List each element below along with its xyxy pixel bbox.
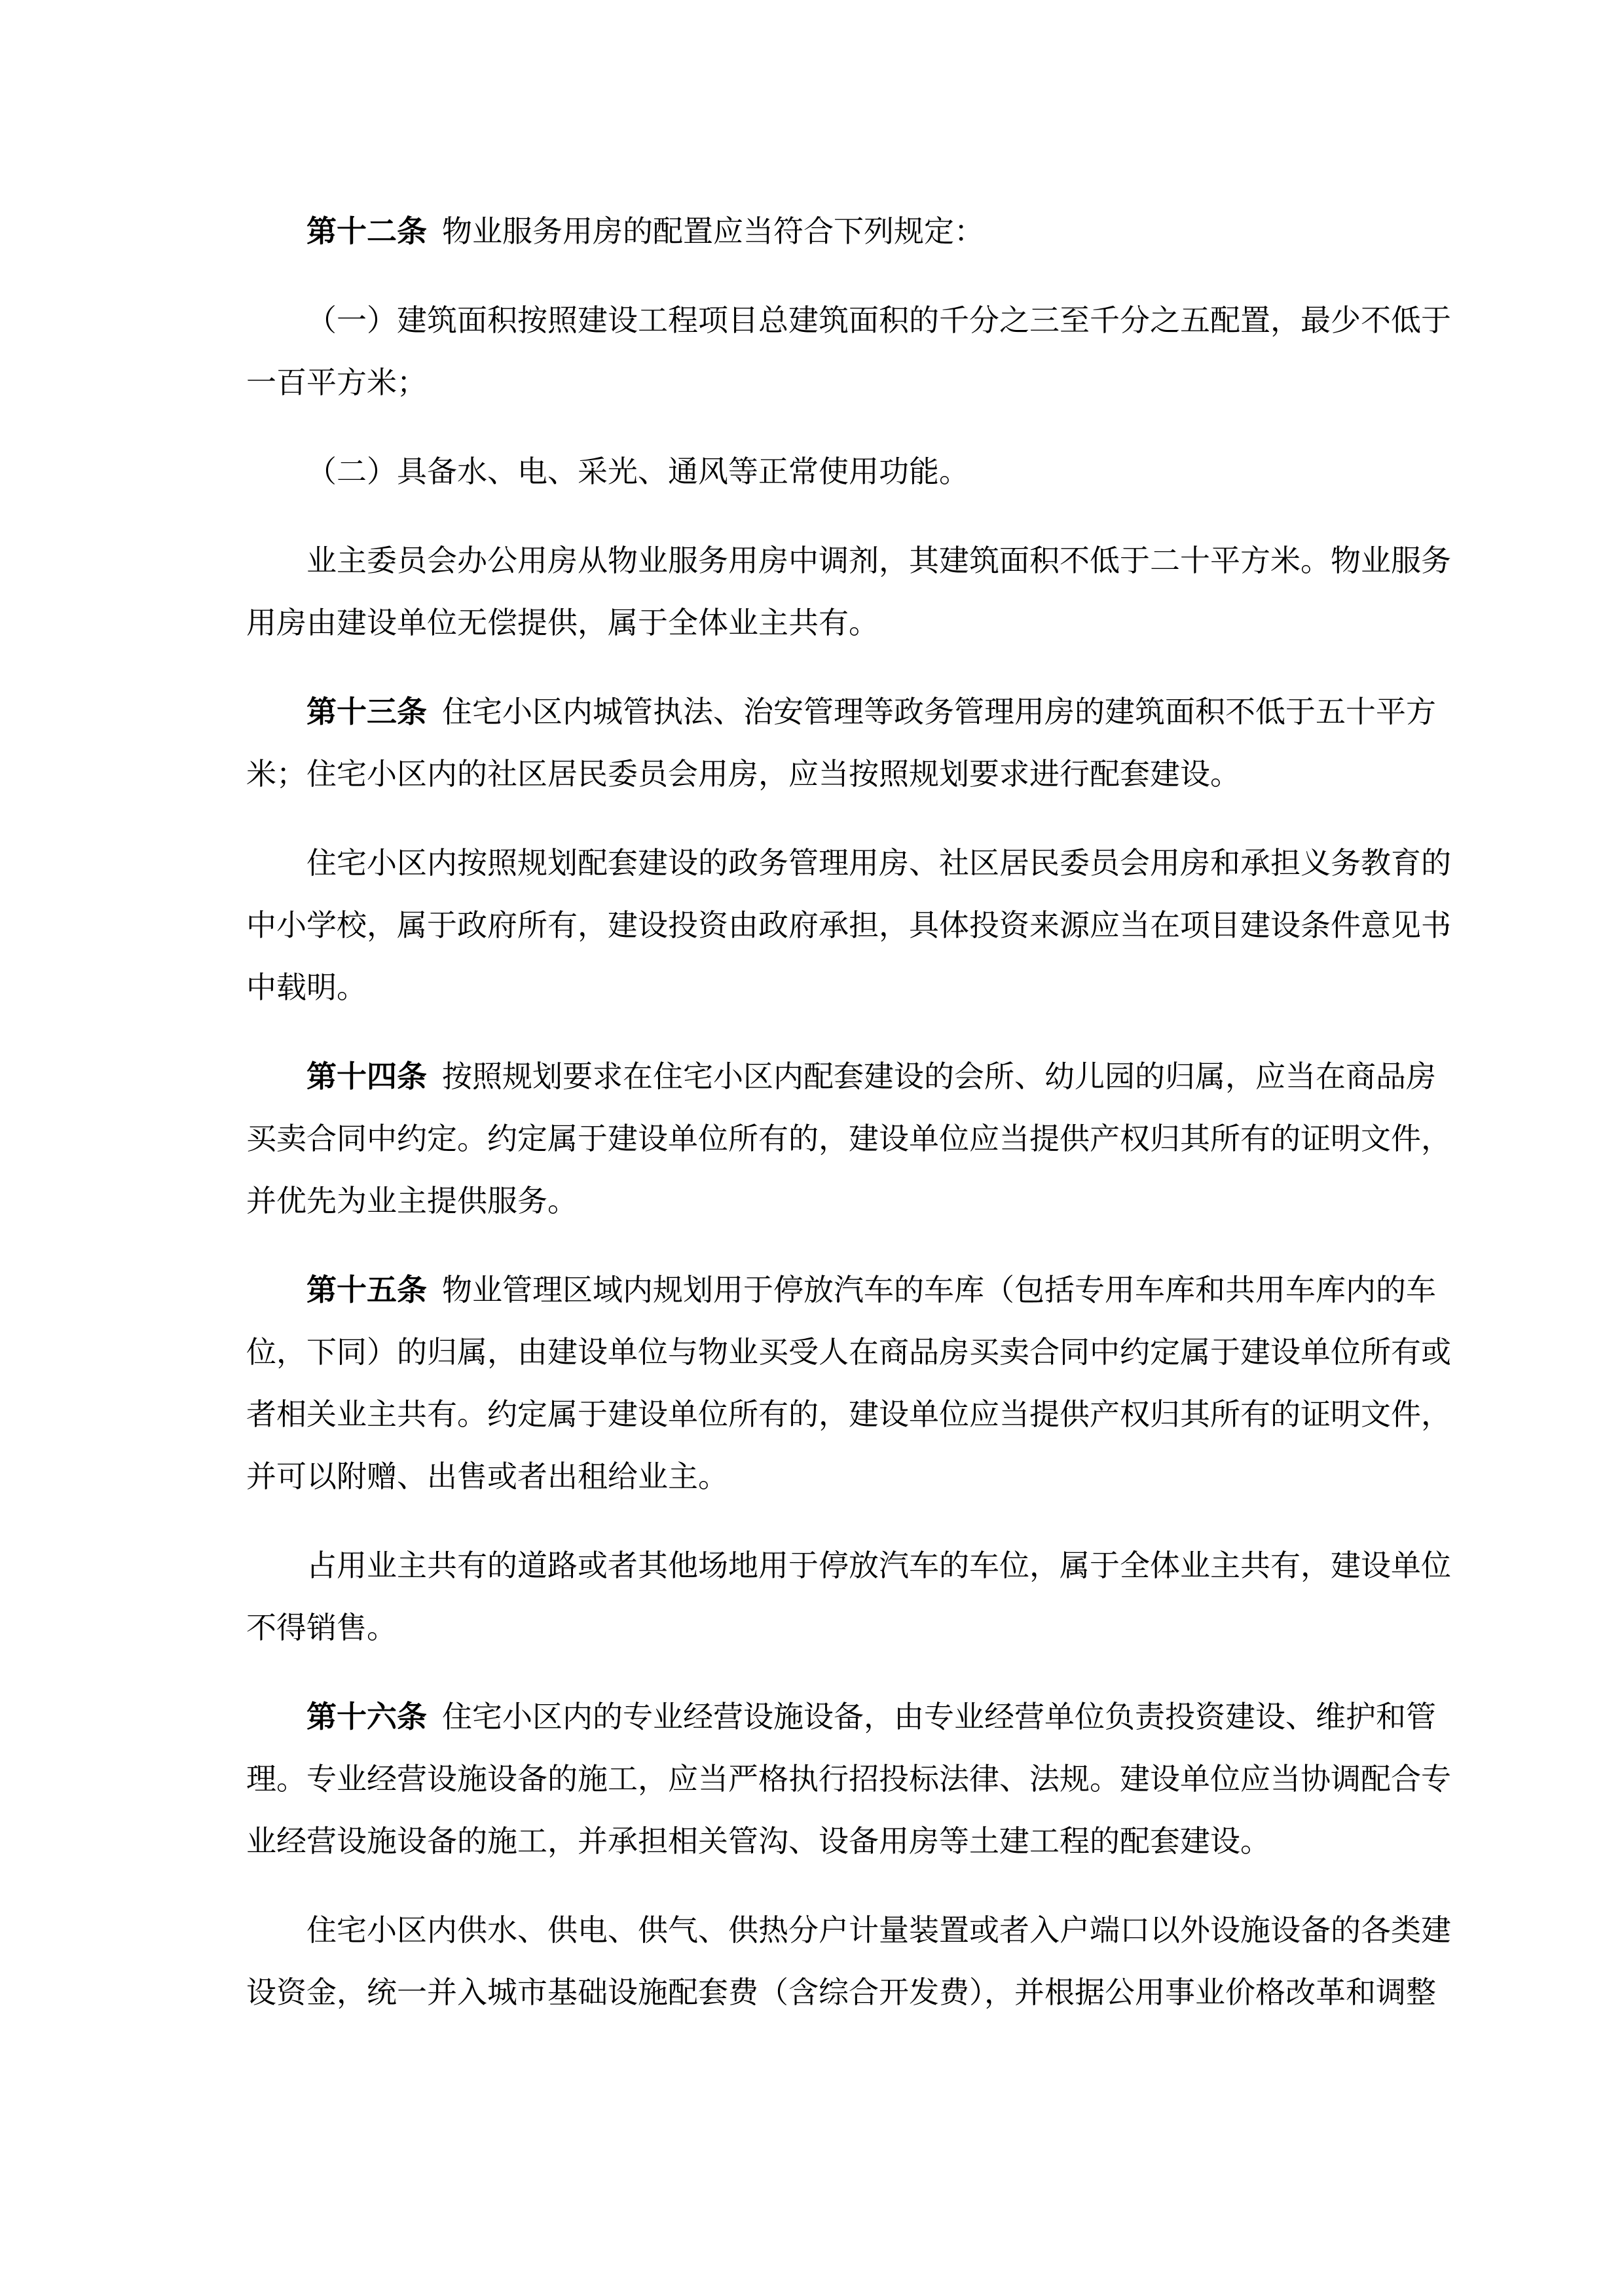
para-article-12-item-2 — [246, 441, 1388, 503]
para-owners-committee-office — [246, 530, 1451, 654]
text-segment: 用房由建设单位无偿提供，属于全体业主共有。 — [246, 606, 879, 640]
text-line — [246, 289, 1451, 352]
text-segment: 一百平方米； — [246, 366, 427, 399]
text-line — [246, 957, 1388, 1019]
text-segment: 理。专业经营设施设备的施工，应当严格执行招投标法律、法规。建设单位应当协调配合专 — [246, 1762, 1451, 1796]
article-number: 第十四条 — [306, 1060, 427, 1093]
text-line — [246, 1899, 1451, 1961]
text-line — [246, 832, 1451, 894]
text-segment: 买卖合同中约定。约定属于建设单位所有的，建设单位应当提供产权归其所有的证明文件， — [246, 1122, 1451, 1156]
text-line — [246, 1046, 1436, 1108]
text-line — [246, 1108, 1451, 1170]
text-line — [246, 1686, 1436, 1748]
text-segment: 物业服务用房的配置应当符合下列规定： — [427, 215, 984, 248]
para-article-16 — [246, 1686, 1451, 1872]
text-segment: 物业管理区域内规划用于停放汽车的车库（包括专用车库和共用车库内的车 — [427, 1273, 1436, 1307]
text-line — [246, 1961, 1436, 2024]
text-segment: 住宅小区内城管执法、治安管理等政务管理用房的建筑面积不低于五十平方 — [427, 695, 1436, 729]
text-line — [246, 1321, 1451, 1383]
text-line — [246, 592, 1388, 654]
text-segment: 住宅小区内供水、供电、供气、供热分户计量装置或者入户端口以外设施设备的各类建 — [306, 1914, 1451, 1947]
text-segment: 业经营设施设备的施工，并承担相关管沟、设备用房等土建工程的配套建设。 — [246, 1825, 1270, 1858]
article-number: 第十三条 — [306, 695, 427, 729]
text-segment: 并优先为业主提供服务。 — [246, 1184, 578, 1218]
article-number: 第十六条 — [306, 1700, 427, 1734]
para-article-12-item-1 — [246, 289, 1451, 414]
text-line — [246, 200, 1388, 263]
para-utility-construction-funds — [246, 1899, 1451, 2024]
para-government-owned-facilities — [246, 832, 1451, 1019]
para-article-14 — [246, 1046, 1451, 1232]
text-segment: 并可以附赠、出售或者出租给业主。 — [246, 1460, 728, 1493]
text-line — [246, 681, 1436, 743]
text-segment: 不得销售。 — [246, 1611, 397, 1645]
text-segment: 业主委员会办公用房从物业服务用房中调剂，其建筑面积不低于二十平方米。物业服务 — [306, 544, 1451, 577]
text-line — [246, 743, 1388, 805]
text-line — [246, 1810, 1388, 1872]
para-article-15 — [246, 1259, 1451, 1508]
text-line — [246, 1446, 1388, 1508]
text-line — [246, 1383, 1451, 1446]
text-line — [246, 1535, 1451, 1597]
text-line — [246, 352, 1388, 414]
text-segment: （二）具备水、电、采光、通风等正常使用功能。 — [306, 455, 969, 488]
text-line — [246, 1748, 1451, 1810]
text-segment: 米；住宅小区内的社区居民委员会用房，应当按照规划要求进行配套建设。 — [246, 757, 1240, 791]
text-segment: 设资金，统一并入城市基础设施配套费（含综合开发费），并根据公用事业价格改革和调整 — [246, 1976, 1436, 2009]
text-segment: 者相关业主共有。约定属于建设单位所有的，建设单位应当提供产权归其所有的证明文件， — [246, 1398, 1451, 1431]
para-article-13 — [246, 681, 1436, 805]
article-number: 第十二条 — [306, 215, 427, 248]
text-segment: 位，下同）的归属，由建设单位与物业买受人在商品房买卖合同中约定属于建设单位所有或 — [246, 1336, 1451, 1369]
text-line — [246, 530, 1451, 592]
para-shared-parking-spaces — [246, 1535, 1451, 1659]
text-line — [246, 441, 1388, 503]
text-line — [246, 1597, 1388, 1659]
article-number: 第十五条 — [306, 1273, 427, 1307]
text-line — [246, 1170, 1388, 1232]
text-segment: 住宅小区内按照规划配套建设的政务管理用房、社区居民委员会用房和承担义务教育的 — [306, 847, 1451, 880]
text-segment: 住宅小区内的专业经营设施设备，由专业经营单位负责投资建设、维护和管 — [427, 1700, 1436, 1734]
text-segment: 按照规划要求在住宅小区内配套建设的会所、幼儿园的归属，应当在商品房 — [427, 1060, 1436, 1093]
text-segment: 中载明。 — [246, 971, 367, 1004]
para-article-12 — [246, 200, 1388, 263]
text-line — [246, 1259, 1436, 1321]
text-segment: 中小学校，属于政府所有，建设投资由政府承担，具体投资来源应当在项目建设条件意见书 — [246, 909, 1451, 942]
text-segment: （一）建筑面积按照建设工程项目总建筑面积的千分之三至千分之五配置，最少不低于 — [306, 304, 1451, 337]
text-segment: 占用业主共有的道路或者其他场地用于停放汽车的车位，属于全体业主共有，建设单位 — [306, 1549, 1451, 1582]
text-line — [246, 894, 1451, 957]
